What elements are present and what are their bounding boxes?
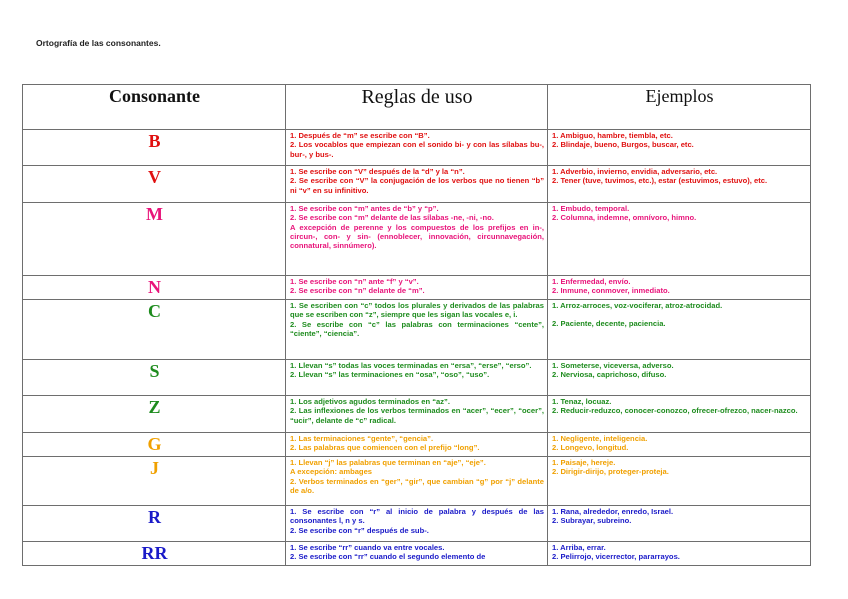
rule-text: 2. Se escribe con “n” delante de “m”. — [290, 286, 425, 296]
rule-cell — [286, 360, 548, 396]
example-text: 1. Arriba, errar. — [552, 543, 606, 552]
header-ejemplos: Ejemplos — [548, 85, 811, 130]
rule-cell — [286, 506, 548, 542]
example-text: 1. Adverbio, invierno, envidia, adversario, etc. — [552, 167, 718, 176]
example-text: 1. Enfermedad, envío. — [552, 277, 631, 286]
table-row — [23, 130, 811, 166]
consonant-letter: J — [23, 457, 286, 506]
consonant-letter: G — [23, 433, 286, 457]
example-text: 1. Embudo, temporal. — [552, 204, 630, 213]
rule-text: 2. Se escribe con “m” delante de las sílabas -ne, -ni, -no. — [290, 213, 494, 223]
header-consonante: Consonante — [23, 85, 286, 130]
example-cell — [548, 203, 811, 276]
rule-text: 1. Se escribe con “n” ante “f” y “v”. — [290, 277, 419, 286]
example-cell — [548, 360, 811, 396]
example-cell — [548, 506, 811, 542]
example-cell — [548, 396, 811, 433]
example-text: 2. Nerviosa, caprichoso, difuso. — [552, 370, 667, 380]
consonant-letter: B — [23, 130, 286, 166]
rule-text: 2. Se escribe con “c” las palabras con terminaciones “cente”, “ciente”, “ciencia”. — [290, 319, 544, 338]
rule-cell — [286, 166, 548, 203]
example-text: 2. Subrayar, subreino. — [552, 516, 632, 526]
rule-text: 1. Se escribe con “V” después de la “d” y la “n”. — [290, 167, 465, 176]
consonant-letter: M — [23, 203, 286, 276]
rule-cell — [286, 457, 548, 506]
table-row — [23, 360, 811, 396]
table-row — [23, 433, 811, 457]
rule-text: 2. Las inflexiones de los verbos terminados en “acer”, “ecer”, “ocer”, “ucir”, delante de “c” radical. — [290, 406, 544, 425]
example-text: 2. Columna, indemne, omnívoro, himno. — [552, 213, 697, 223]
rule-cell — [286, 433, 548, 457]
rule-text: 2. Se escribe con “rr” cuando el segundo elemento de — [290, 552, 486, 562]
table-header-row — [23, 85, 811, 130]
rule-text: 1. Llevan “j” las palabras que terminan en “aje”, “eje”. — [290, 458, 486, 467]
example-text: 1. Ambiguo, hambre, tiembla, etc. — [552, 131, 673, 140]
example-text: 2. Paciente, decente, paciencia. — [552, 319, 666, 329]
table-row — [23, 166, 811, 203]
consonant-letter: V — [23, 166, 286, 203]
rule-text: A excepción: ambages — [290, 467, 373, 477]
header-reglas: Reglas de uso — [286, 85, 548, 130]
rule-text: 1. Llevan “s” todas las voces terminadas en “ersa”, “erse”, “erso”. — [290, 361, 532, 370]
consonant-rules-table — [22, 84, 811, 566]
example-text: 1. Negligente, inteligencia. — [552, 434, 648, 443]
rule-text: 1. Se escribe con “r” al inicio de palabra y después de las consonantes l, n y s. — [290, 507, 544, 526]
rule-cell — [286, 203, 548, 276]
example-text: 1. Tenaz, locuaz. — [552, 397, 612, 406]
table-row — [23, 276, 811, 300]
table-row — [23, 542, 811, 566]
table-row — [23, 203, 811, 276]
rule-text: A excepción de perenne y los compuestos de los prefijos en in-, circun-, con- y sin- (ennoblecer, innovación, circunnavegación, connatural, sinnúmero). — [290, 222, 544, 250]
rule-text: 2. Llevan “s” las terminaciones en “osa”, “oso”, “uso”. — [290, 370, 490, 380]
rule-cell — [286, 396, 548, 433]
example-cell — [548, 542, 811, 566]
example-cell — [548, 457, 811, 506]
rule-text: 2. Se escribe con “V” la conjugación de los verbos que no tienen “b” ni “v” en su infinitivo. — [290, 176, 544, 195]
table-row — [23, 506, 811, 542]
rule-cell — [286, 276, 548, 300]
consonant-letter: RR — [23, 542, 286, 566]
rule-text: 1. Se escriben con “c” todos los plurales y derivados de las palabras que se escriben con “z”, siempre que les sigan las vocales e, i. — [290, 301, 544, 320]
rule-text: 2. Las palabras que comiencen con el prefijo “long”. — [290, 443, 480, 453]
consonant-letter: S — [23, 360, 286, 396]
rule-text: 1. Las terminaciones “gente”, “gencia”. — [290, 434, 434, 443]
rule-text: 1. Se escribe “rr” cuando va entre vocales. — [290, 543, 445, 552]
document-title: Ortografía de las consonantes. — [36, 38, 161, 48]
rule-cell — [286, 542, 548, 566]
example-text: 2. Blindaje, bueno, Burgos, buscar, etc. — [552, 140, 694, 150]
rule-text: 1. Después de “m” se escribe con “B”. — [290, 131, 430, 140]
rule-text: 2. Los vocablos que empiezan con el sonido bi- y con las sílabas bu-, bur-, y bus-. — [290, 140, 544, 159]
example-text: 1. Arroz-arroces, voz-vociferar, atroz-atrocidad. — [552, 301, 723, 310]
table-row — [23, 457, 811, 506]
example-cell — [548, 130, 811, 166]
rule-text: 2. Verbos terminados en “ger”, “gir”, que cambian “g” por “j” delante de a/o. — [290, 476, 544, 495]
example-cell — [548, 166, 811, 203]
example-text: 2. Pelirrojo, vicerrector, pararrayos. — [552, 552, 680, 562]
table-row — [23, 300, 811, 360]
example-cell — [548, 300, 811, 360]
example-text: 2. Tener (tuve, tuvimos, etc.), estar (estuvimos, estuvo), etc. — [552, 176, 768, 186]
rule-text: 1. Los adjetivos agudos terminados en “az”. — [290, 397, 450, 406]
example-text: 2. Inmune, conmover, inmediato. — [552, 286, 670, 296]
example-text: 2. Dirigir-dirijo, proteger-proteja. — [552, 467, 669, 477]
example-text: 2. Reducir-reduzco, conocer-conozco, ofrecer-ofrezco, nacer-nazco. — [552, 406, 798, 416]
consonant-letter: C — [23, 300, 286, 360]
consonant-letter: Z — [23, 396, 286, 433]
rule-cell — [286, 300, 548, 360]
rule-text: 1. Se escribe con “m” antes de “b” y “p”. — [290, 204, 439, 213]
rule-cell — [286, 130, 548, 166]
example-cell — [548, 276, 811, 300]
consonant-letter: N — [23, 276, 286, 300]
example-cell — [548, 433, 811, 457]
example-text: 2. Longevo, longitud. — [552, 443, 629, 453]
table-row — [23, 396, 811, 433]
example-text: 1. Someterse, viceversa, adverso. — [552, 361, 674, 370]
example-text: 1. Rana, alrededor, enredo, Israel. — [552, 507, 674, 516]
consonant-letter: R — [23, 506, 286, 542]
rule-text: 2. Se escribe con “r” después de sub-. — [290, 525, 429, 535]
example-text: 1. Paisaje, hereje. — [552, 458, 616, 467]
